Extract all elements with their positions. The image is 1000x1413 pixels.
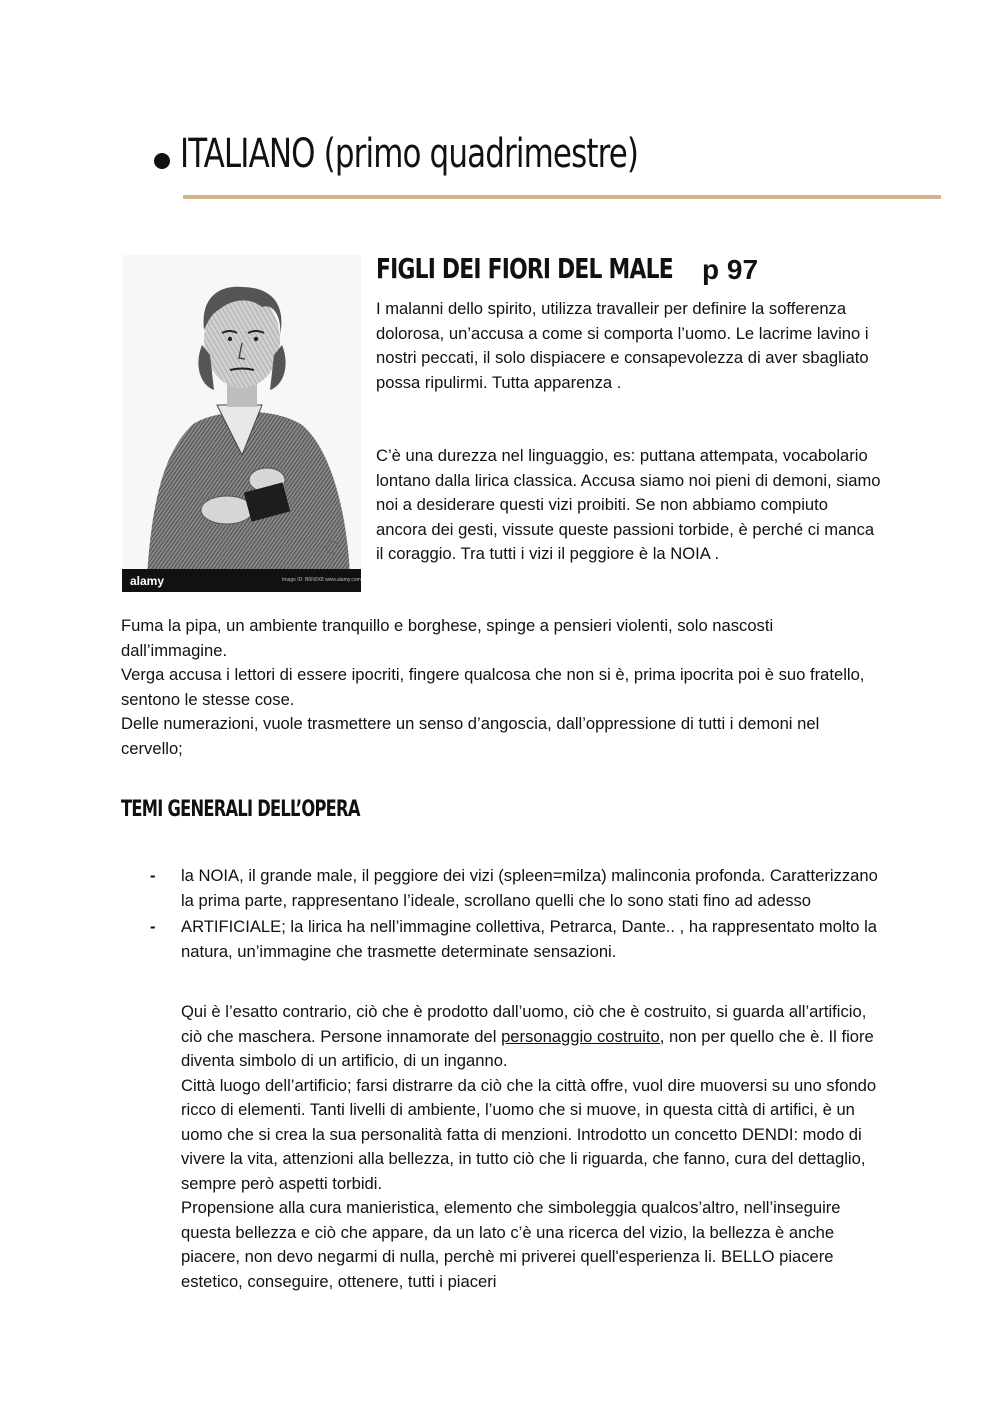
list-item-text: la NOIA, il grande male, il peggiore dei vizi (spleen=milza) malinconia profonda. Caratterizzano la prima parte, rappresentano l’ideale, scrollano quelli che lo sono stati fino ad adesso (181, 866, 878, 910)
list-item (150, 864, 880, 913)
intro-paragraph-1: I malanni dello spirito, utilizza travalleir per definire la sofferenza dolorosa, un’accusa a come si comporta l’uomo. Le lacrime lavino i nostri peccati, il solo dispiacere e consapevolezza di aver sbagliato possa ripulirmi. Tutta apparenza . (376, 299, 869, 392)
body-paragraph: Propensione alla cura manieristica, elemento che simboleggia qualcos’altro, nell’inseguire questa bellezza e ciò che appare, da un lato c’è una ricerca del vizio, la bellezza è anche piacere, non devo negarmi di nulla, perchè mi priverei quell'esperienza li. BELLO piacere estetico, conseguire, ottenere, tutti i piaceri (181, 1198, 841, 1291)
underlined-phrase: personaggio costruito, (501, 1026, 665, 1046)
watermark-id: Image ID: B6N0X8 www.alamy.com (282, 577, 361, 583)
intro-paragraph-2: C’è una durezza nel linguaggio, es: puttana attempata, vocabolario lontano dalla lirica classica. Accusa siamo noi pieni di demoni, siamo noi a desiderare questi vizi proibiti. Se non abbiamo compiuto ancora dei gesti, vissute queste passioni torbide, è perché ci manca il coraggio. Tra tutti i vizi il peggiore è la NOIA . (376, 446, 881, 563)
section-title: FIGLI DEI FIORI DEL MALE (376, 252, 673, 285)
artificiale-body (181, 1000, 881, 1294)
themes-list (150, 864, 880, 964)
page-title: ITALIANO (primo quadrimestre) (180, 131, 639, 177)
dash-bullet: - (150, 917, 156, 936)
context-line: Fuma la pipa, un ambiente tranquillo e borghese, spinge a pensieri violenti, solo nascosti dall’immagine. (121, 616, 774, 660)
engraved-portrait-illustration (122, 255, 361, 592)
themes-heading: TEMI GENERALI DELL’OPERA (121, 797, 360, 822)
title-underline-divider (183, 195, 941, 199)
page-header (154, 126, 713, 182)
context-paragraph (121, 614, 881, 761)
dash-bullet: - (150, 866, 156, 885)
context-line: Delle numerazioni, vuole trasmettere un senso d’angoscia, dall’oppressione di tutti i demoni nel cervello; (121, 714, 820, 758)
list-item-text: ARTIFICIALE; la lirica ha nell’immagine collettiva, Petrarca, Dante.. , ha rappresentato molto la natura, un’immagine che trasmette determinate sensazioni. (181, 917, 878, 961)
body-paragraph (181, 1000, 881, 1074)
body-text: non per quello che è. Il fiore diventa simbolo di un artificio, di un inganno. (181, 1026, 874, 1070)
body-paragraph: Città luogo dell’artificio; farsi distrarre da ciò che la città offre, vuol dire muoversi su uno sfondo ricco di elementi. Tanti livelli di ambiente, l’uomo che si muove, in questa città di artifici, è un uomo che si crea la sua personalità fatta di menzioni. Introdotto un concetto DENDI: modo di vivere la vita, attenzioni alla bellezza, in tutto ciò che li riguarda, che fanno, cura del dettaglio, sempre però aspetti torbidi. (181, 1075, 877, 1193)
context-line: Verga accusa i lettori di essere ipocriti, fingere qualcosa che non si è, prima ipocrita poi è suo fratello, sentono le stesse cose. (121, 665, 865, 709)
list-item (150, 915, 880, 964)
section-heading (376, 252, 757, 285)
portrait-image (122, 255, 361, 592)
page-reference: p 97 (702, 254, 759, 285)
watermark-brand: alamy (130, 574, 165, 588)
bullet-icon (154, 153, 170, 169)
body-text: Qui è l’esatto contrario, ciò che è prodotto dall’uomo, ciò che è costruito, si guarda all’artificio, ciò che maschera. Persone innamorate del (181, 1002, 867, 1046)
